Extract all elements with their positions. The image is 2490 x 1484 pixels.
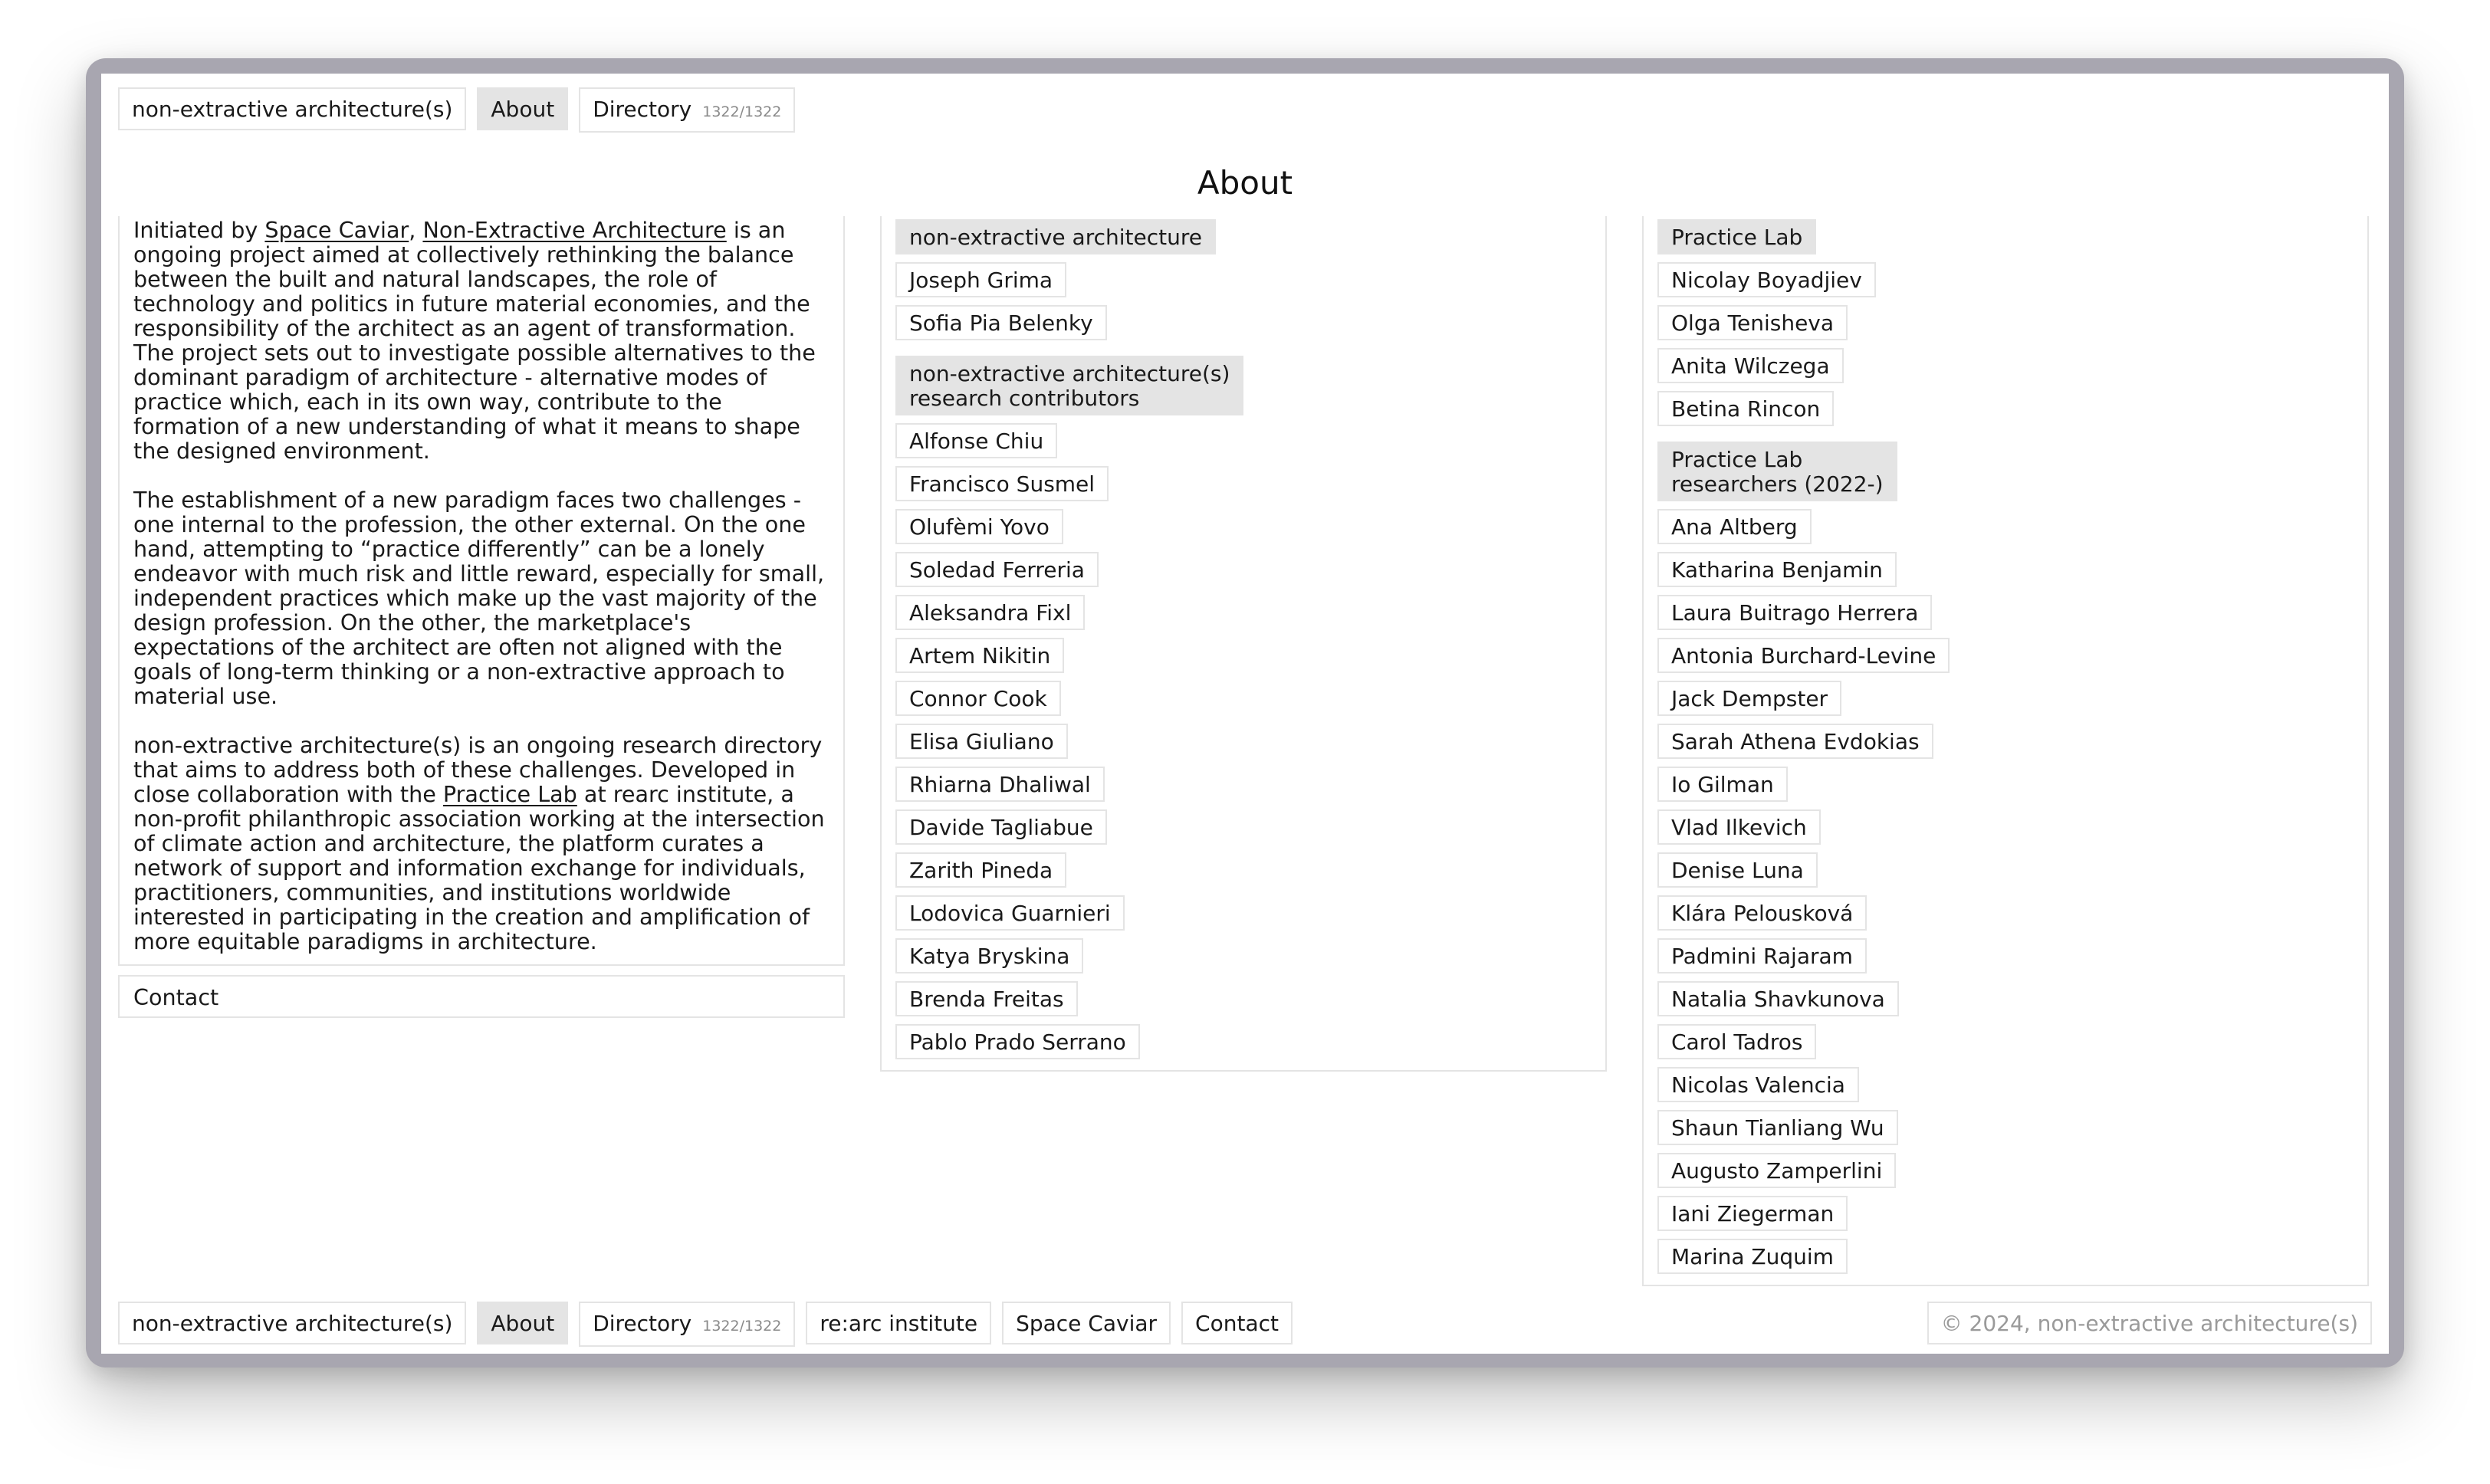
person-item[interactable]: Carol Tadros — [1657, 1024, 1816, 1059]
person-item[interactable]: Betina Rincon — [1657, 391, 1834, 426]
person-item[interactable]: Vlad Ilkevich — [1657, 809, 1821, 845]
people-group — [1657, 442, 2354, 1274]
footer-directory-count: 1322/1322 — [702, 1318, 782, 1335]
group-heading: non-extractive architecture(s) research contributors — [895, 356, 1243, 415]
person-item[interactable]: Nicolas Valencia — [1657, 1067, 1859, 1102]
person-item[interactable]: Jack Dempster — [1657, 681, 1841, 716]
person-item[interactable]: Sofia Pia Belenky — [895, 305, 1107, 340]
person-item[interactable]: Io Gilman — [1657, 767, 1788, 802]
group-heading: Practice Lab researchers (2022-) — [1657, 442, 1897, 501]
person-item[interactable]: Klára Pelousková — [1657, 895, 1867, 931]
footer-contact-link[interactable]: Contact — [1181, 1302, 1293, 1344]
person-item[interactable]: Lodovica Guarnieri — [895, 895, 1125, 931]
browser-window — [86, 58, 2404, 1367]
footer-directory-link[interactable] — [579, 1302, 795, 1347]
person-item[interactable]: Iani Ziegerman — [1657, 1196, 1848, 1231]
person-item[interactable]: Padmini Rajaram — [1657, 938, 1867, 973]
nav-directory-label: Directory — [593, 97, 692, 122]
nav-directory-link[interactable] — [579, 87, 795, 133]
person-item[interactable]: Rhiarna Dhaliwal — [895, 767, 1105, 802]
person-item[interactable]: Katya Bryskina — [895, 938, 1083, 973]
group-heading: Practice Lab — [1657, 219, 1816, 254]
person-item[interactable]: Laura Buitrago Herrera — [1657, 595, 1932, 630]
person-item[interactable]: Ana Altberg — [1657, 509, 1812, 544]
nav-about-link[interactable]: About — [477, 87, 568, 130]
intro-text: Initiated by — [133, 217, 265, 243]
person-item[interactable]: Anita Wilczega — [1657, 348, 1844, 383]
person-item[interactable]: Sarah Athena Evdokias — [1657, 724, 1933, 759]
person-item[interactable]: Denise Luna — [1657, 852, 1818, 888]
top-nav — [118, 87, 795, 133]
person-item[interactable]: Shaun Tianliang Wu — [1657, 1110, 1898, 1145]
person-item[interactable]: Nicolay Boyadjiev — [1657, 262, 1876, 297]
person-item[interactable]: Connor Cook — [895, 681, 1061, 716]
about-column — [118, 216, 845, 1018]
practice-lab-link[interactable]: Practice Lab — [442, 781, 577, 807]
intro-text: is an ongoing project aimed at collectively rethinking the balance between the built and natural landscapes, the role of technology and politics in future material economies, and the responsibility of the architect as an agent of transformation. The project sets out to investigate possible alternatives to the dominant paradigm of architecture - alternative modes of practice which, each in its own way, contribute to the formation of a new understanding of what it means to shape the designed environment. — [133, 217, 816, 464]
people-column-3 — [1642, 216, 2369, 1286]
nav-home-link[interactable]: non-extractive architecture(s) — [118, 87, 466, 130]
intro-text: , — [409, 217, 423, 243]
group-heading: non-extractive architecture — [895, 219, 1216, 254]
footer-rearc-link[interactable]: re:arc institute — [806, 1302, 991, 1344]
people-group — [895, 356, 1592, 1059]
person-item[interactable]: Davide Tagliabue — [895, 809, 1107, 845]
person-item[interactable]: Olufèmi Yovo — [895, 509, 1063, 544]
person-item[interactable]: Alfonse Chiu — [895, 423, 1057, 458]
contact-link[interactable]: Contact — [118, 975, 845, 1018]
person-item[interactable]: Brenda Freitas — [895, 981, 1078, 1016]
footer-home-link[interactable]: non-extractive architecture(s) — [118, 1302, 466, 1344]
intro-text: non-extractive architecture(s) is an ongoing research directory that aims to address both of these challenges. Developed in close collaboration with the — [133, 732, 823, 807]
person-item[interactable]: Elisa Giuliano — [895, 724, 1068, 759]
page-title: About — [1197, 164, 1293, 202]
person-item[interactable]: Olga Tenisheva — [1657, 305, 1848, 340]
intro-text: at rearc institute, a non-profit philanthropic association working at the intersection of climate action and architecture, the platform curates a network of support and information exchange for individuals, practitioners, communities, and institutions worldwide interested in participating in the creation and amplification of more equitable paradigms in architecture. — [133, 781, 825, 954]
copyright-notice: © 2024, non-extractive architecture(s) — [1927, 1302, 2372, 1344]
person-item[interactable]: Marina Zuquim — [1657, 1239, 1848, 1274]
footer-directory-label: Directory — [593, 1311, 692, 1336]
person-item[interactable]: Joseph Grima — [895, 262, 1066, 297]
directory-count: 1322/1322 — [702, 103, 782, 120]
person-item[interactable]: Artem Nikitin — [895, 638, 1064, 673]
person-item[interactable]: Pablo Prado Serrano — [895, 1024, 1140, 1059]
footer-space-caviar-link[interactable]: Space Caviar — [1002, 1302, 1171, 1344]
person-item[interactable]: Francisco Susmel — [895, 466, 1109, 501]
about-text — [118, 216, 845, 966]
space-caviar-link[interactable]: Space Caviar — [264, 217, 409, 243]
people-group — [895, 219, 1592, 340]
intro-paragraph-2: The establishment of a new paradigm faces two challenges - one internal to the profession, the other external. On the one hand, attempting to “practice differently” can be a lonely endeavor with much risk and little reward, especially for small, independent practices which make up the vast majority of the design profession. On the other, the marketplace's expectations of the architect are often not aligned with the goals of long-term thinking or a non-extractive approach to material use. — [133, 487, 825, 709]
footer-nav — [118, 1302, 1293, 1347]
people-group — [1657, 219, 2354, 426]
person-item[interactable]: Zarith Pineda — [895, 852, 1066, 888]
non-extractive-architecture-link[interactable]: Non-Extractive Architecture — [422, 217, 727, 243]
person-item[interactable]: Antonia Burchard-Levine — [1657, 638, 1950, 673]
person-item[interactable]: Katharina Benjamin — [1657, 552, 1897, 587]
person-item[interactable]: Augusto Zamperlini — [1657, 1153, 1896, 1188]
person-item[interactable]: Natalia Shavkunova — [1657, 981, 1899, 1016]
intro-paragraph-1 — [133, 218, 826, 463]
people-column-2 — [880, 216, 1607, 1072]
footer-about-link[interactable]: About — [477, 1302, 568, 1344]
intro-paragraph-3 — [133, 733, 826, 954]
person-item[interactable]: Aleksandra Fixl — [895, 595, 1085, 630]
page — [101, 74, 2389, 1354]
person-item[interactable]: Soledad Ferreria — [895, 552, 1099, 587]
